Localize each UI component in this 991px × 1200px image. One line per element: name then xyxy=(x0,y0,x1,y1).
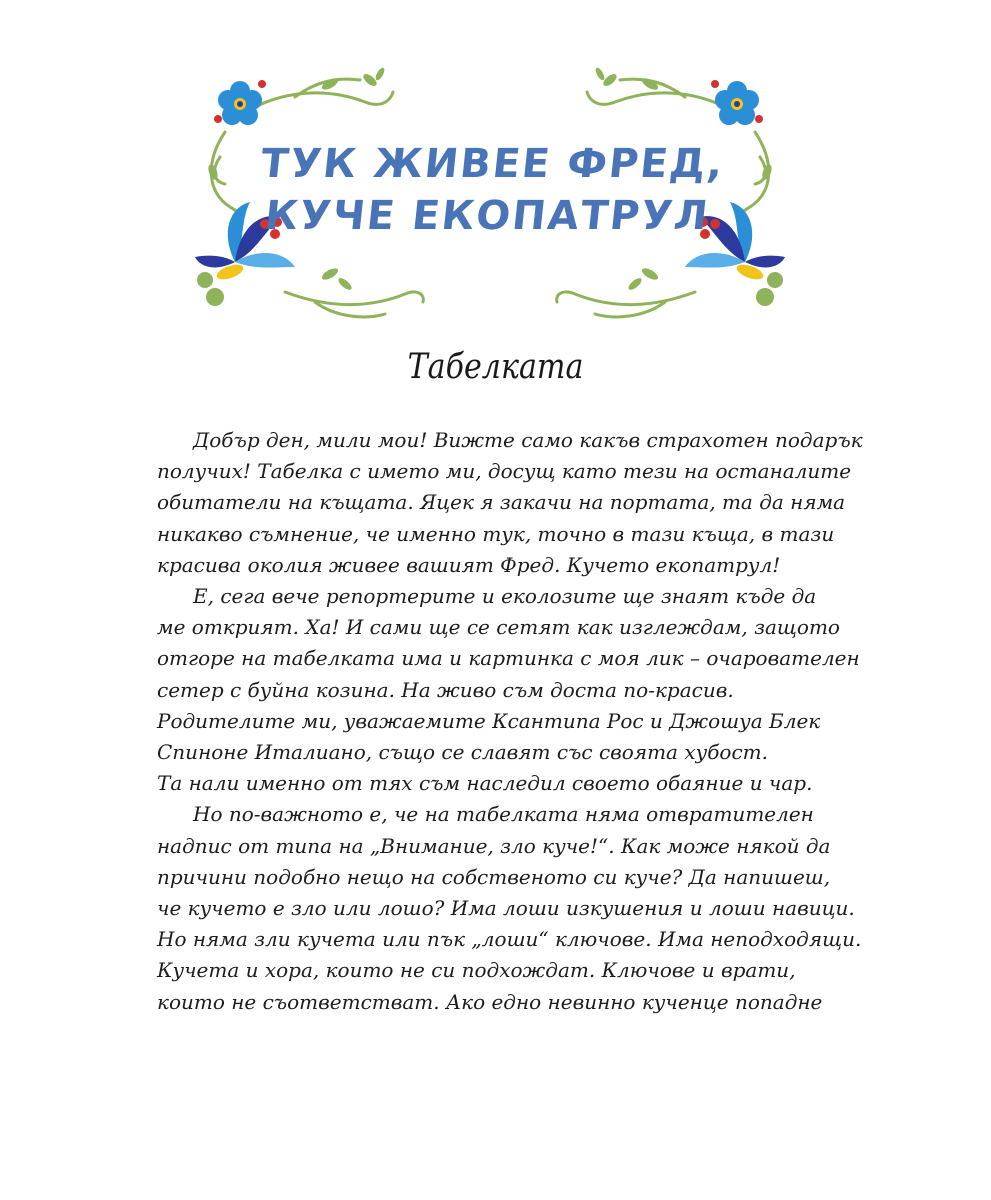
text-line: обитатели на къщата. Яцек я закачи на портата, та да няма xyxy=(157,490,846,515)
text-line: Та нали именно от тях съм наследил своето обаяние и чар. xyxy=(157,771,813,796)
text-line: че кучето е зло или лошо? Има лоши изкушения и лоши навици. xyxy=(157,896,855,921)
text-line: никакво съмнение, че именно тук, точно в тази къща, в тази xyxy=(157,521,835,546)
text-line: надпис от типа на „Внимание, зло куче!“. Как може някой да xyxy=(157,833,831,858)
sign-title-line-1: ТУК ЖИВЕЕ ФРЕД, xyxy=(258,141,727,187)
body-text xyxy=(157,425,863,1018)
text-line: Добър ден, мили мои! Вижте само какъв страхотен подарък xyxy=(193,428,863,452)
text-line: причини подобно нещо на собственото си куче? Да напишеш, xyxy=(157,864,831,889)
chapter-title: Табелката xyxy=(407,347,584,387)
text-line: сетер с буйна козина. На живо съм доста по-красив. xyxy=(157,677,734,702)
text-line: Но по-важното е, че на табелката няма отвратителен xyxy=(193,802,814,827)
text-line: Кучета и хора, които не си подхождат. Ключове и врати, xyxy=(157,958,796,983)
sign-title xyxy=(245,138,736,242)
sign-title-line-2: КУЧЕ ЕКОПАТРУЛ xyxy=(262,193,712,239)
text-line: красива околия живее вашият Фред. Кучето екопатрул! xyxy=(157,552,781,577)
text-line: Е, сега вече репортерите и еколозите ще знаят къде да xyxy=(193,584,817,609)
flower-icon xyxy=(214,80,266,125)
text-line: Но няма зли кучета или пък „лоши“ ключове. Има неподходящи. xyxy=(157,927,862,952)
text-line: ме открият. Ха! И сами ще се сетят как изглеждам, защото xyxy=(157,615,840,640)
text-line: получих! Табелка с името ми, досущ като тези на останалите xyxy=(157,459,852,484)
text-line: Родителите ми, уважаемите Ксантипа Рос и Джошуа Блек xyxy=(157,708,821,733)
text-line: отгоре на табелката има и картинка с моя лик – очарователен xyxy=(157,646,860,671)
text-line: Спиноне Италиано, също се славят със своята хубост. xyxy=(157,740,768,765)
text-line: които не съответстват. Ако едно невинно кученце попадне xyxy=(157,989,823,1014)
flower-icon xyxy=(711,80,763,125)
